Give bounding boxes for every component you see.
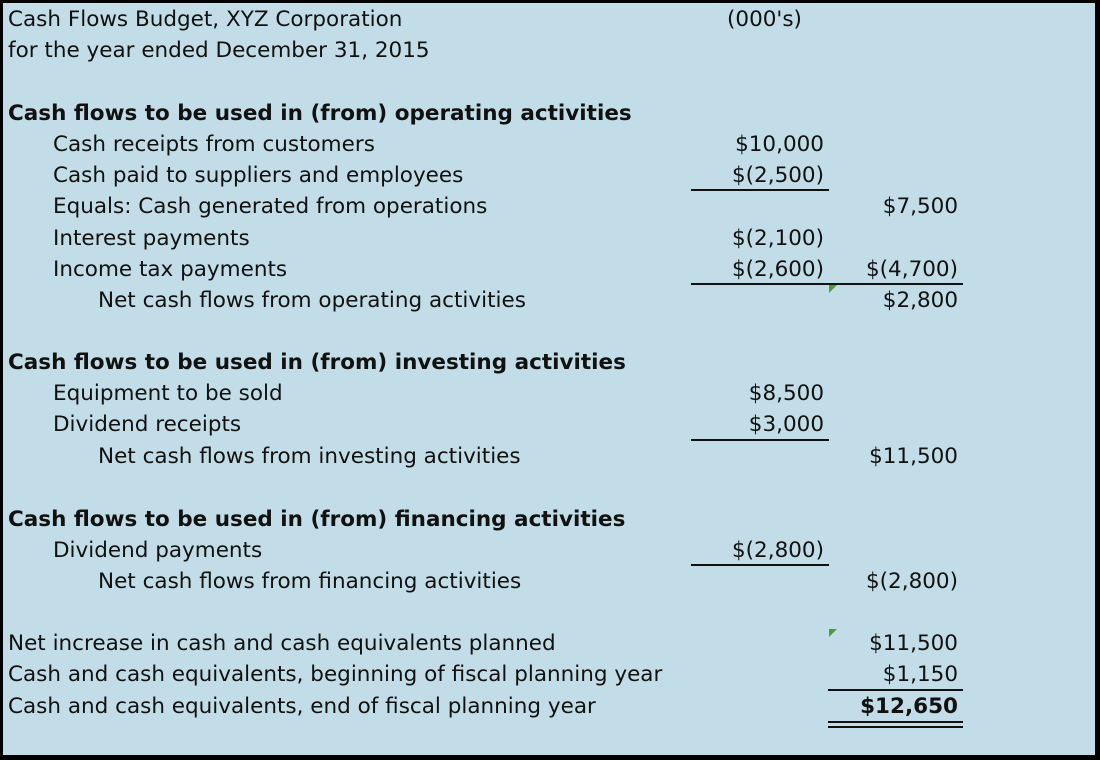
paid-value: $(2,500)	[731, 163, 824, 188]
equipment-label: Equipment to be sold	[53, 381, 283, 406]
equipment-value: $8,500	[748, 381, 824, 406]
investing-net-label: Net cash flows from investing activities	[98, 444, 521, 469]
tax-value: $(2,600)	[731, 257, 824, 282]
financing-heading: Cash flows to be used in (from) financing activities	[8, 507, 626, 532]
operating-net-value: $2,800	[882, 288, 958, 313]
increase-label: Net increase in cash and cash equivalents planned	[8, 631, 556, 656]
dividend-payments-value: $(2,800)	[731, 538, 824, 563]
comment-marker-icon[interactable]	[829, 285, 837, 293]
receipts-value: $10,000	[735, 132, 824, 157]
tax-subtotal-value: $(4,700)	[865, 257, 958, 282]
end-label: Cash and cash equivalents, end of fiscal planning year	[8, 694, 596, 719]
financing-net-label: Net cash flows from financing activities	[98, 569, 522, 594]
grand-total-rule	[828, 689, 963, 691]
beginning-label: Cash and cash equivalents, beginning of fiscal planning year	[8, 662, 663, 687]
increase-value: $11,500	[869, 631, 958, 656]
operating-total-rule	[691, 283, 963, 285]
interest-value: $(2,100)	[731, 226, 824, 251]
beginning-value: $1,150	[882, 662, 958, 687]
units-label: (000's)	[727, 7, 802, 32]
investing-net-value: $11,500	[869, 444, 958, 469]
tax-label: Income tax payments	[53, 257, 288, 282]
sheet-subtitle: for the year ended December 31, 2015	[8, 38, 430, 63]
investing-heading: Cash flows to be used in (from) investing activities	[8, 350, 626, 375]
generated-label: Equals: Cash generated from operations	[53, 194, 488, 219]
operating-heading: Cash flows to be used in (from) operating activities	[8, 101, 632, 126]
financing-net-value: $(2,800)	[865, 569, 958, 594]
end-value: $12,650	[860, 694, 958, 719]
operating-net-label: Net cash flows from operating activities	[98, 288, 526, 313]
sheet-title: Cash Flows Budget, XYZ Corporation	[8, 7, 403, 32]
investing-rule	[691, 439, 829, 441]
dividend-receipts-value: $3,000	[748, 412, 824, 437]
generated-value: $7,500	[882, 194, 958, 219]
paid-label: Cash paid to suppliers and employees	[53, 163, 464, 188]
financing-rule	[691, 564, 829, 566]
cash-flow-sheet	[3, 3, 1095, 755]
interest-label: Interest payments	[53, 226, 250, 251]
subtotal-rule	[691, 189, 829, 191]
receipts-label: Cash receipts from customers	[53, 132, 375, 157]
dividend-receipts-label: Dividend receipts	[53, 412, 242, 437]
comment-marker-icon[interactable]	[829, 629, 837, 637]
double-underline	[828, 721, 963, 728]
dividend-payments-label: Dividend payments	[53, 538, 263, 563]
